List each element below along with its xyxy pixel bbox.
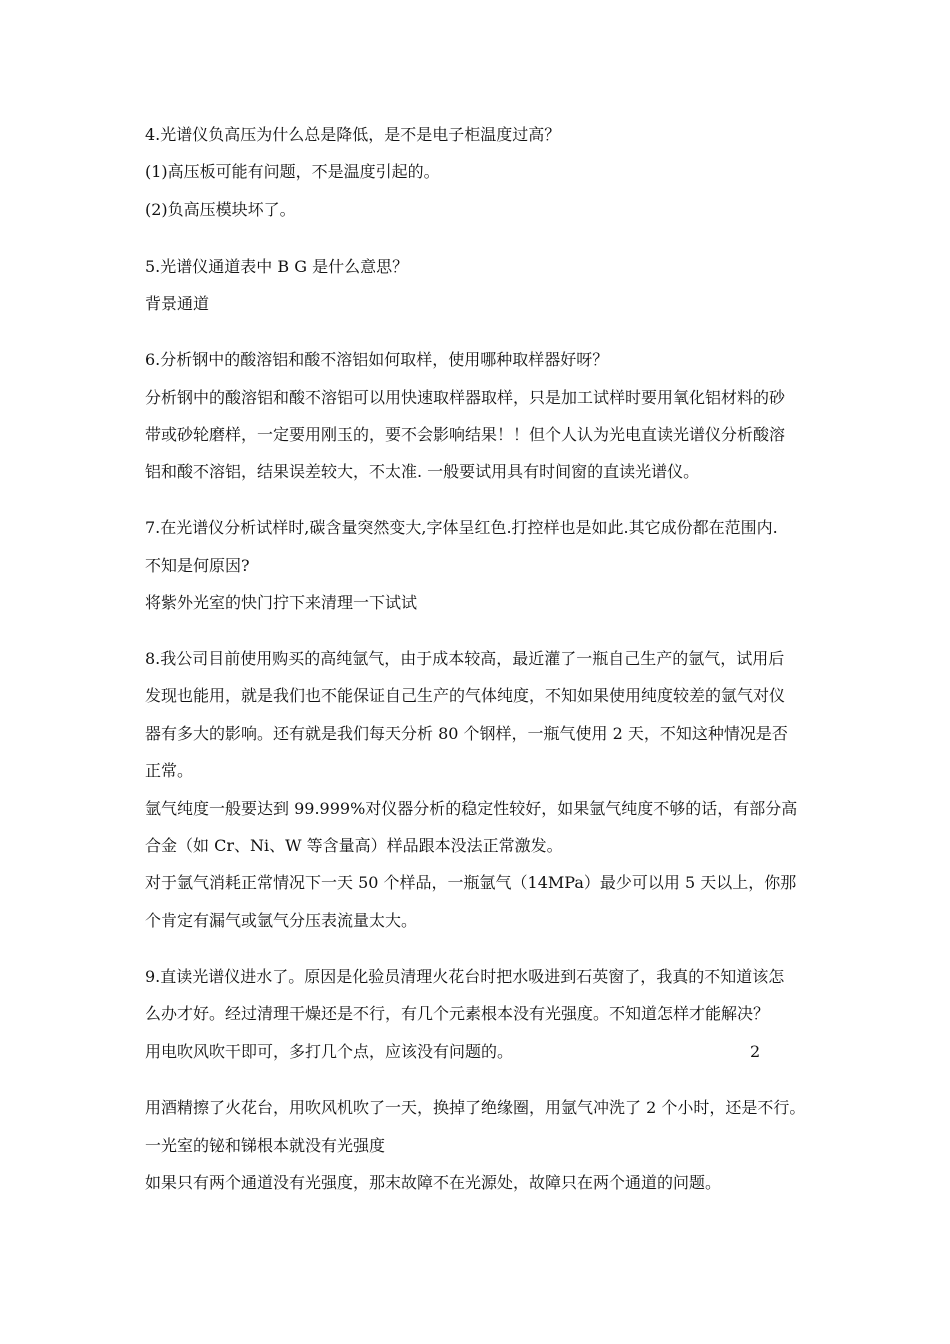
question-8-line-4: 正常。 xyxy=(145,761,194,780)
answer-9: 用电吹风吹干即可，多打几个点，应该没有问题的。 xyxy=(145,1042,514,1061)
answer-8-line-1: 氩气纯度一般要达到 99.999%对仪器分析的稳定性较好，如果氩气纯度不够的话，有部分高 xyxy=(145,799,798,818)
answer-8-line-3: 对于氩气消耗正常情况下一天 50 个样品，一瓶氩气（14MPa）最少可以用 5 天以上，你那 xyxy=(145,873,797,892)
question-9-line-2: 么办才好。经过清理干燥还是不行，有几个元素根本没有光强度。不知道怎样才能解决？ xyxy=(145,1004,770,1023)
question-7-line-2: 不知是何原因? xyxy=(145,556,250,575)
question-8-line-1: 8.我公司目前使用购买的高纯氩气，由于成本较高，最近灌了一瓶自己生产的氩气，试用后 xyxy=(145,649,785,668)
question-9-line-1: 9.直读光谱仪进水了。原因是化验员清理火花台时把水吸进到石英窗了，我真的不知道该怎 xyxy=(145,967,785,986)
answer-4-line-1: (1)高压板可能有问题，不是温度引起的。 xyxy=(145,162,440,181)
question-5: 5.光谱仪通道表中 B G 是什么意思？ xyxy=(145,257,409,276)
followup-9-answer: 如果只有两个通道没有光强度，那末故障不在光源处，故障只在两个通道的问题。 xyxy=(145,1173,722,1192)
page-number: 2 xyxy=(750,1042,761,1061)
answer-6-line-3: 铝和酸不溶铝，结果误差较大，不太准. 一般要试用具有时间窗的直读光谱仪。 xyxy=(145,462,700,481)
answer-7: 将紫外光室的快门拧下来清理一下试试 xyxy=(145,593,418,612)
question-8-line-3: 器有多大的影响。还有就是我们每天分析 80 个钢样，一瓶气使用 2 天，不知这种情况是否 xyxy=(145,724,788,743)
answer-5: 背景通道 xyxy=(145,294,210,313)
question-7-line-1: 7.在光谱仪分析试样时,碳含量突然变大,字体呈红色.打控样也是如此.其它成份都在范围内. xyxy=(145,518,778,537)
answer-8-line-4: 个肯定有漏气或氩气分压表流量太大。 xyxy=(145,911,418,930)
question-4: 4.光谱仪负高压为什么总是降低，是不是电子柜温度过高？ xyxy=(145,125,561,144)
answer-6-line-2: 带或砂轮磨样，一定要用刚玉的，要不会影响结果！！但个人认为光电直读光谱仪分析酸溶 xyxy=(145,425,786,444)
followup-9-line-1: 用酒精擦了火花台，用吹风机吹了一天，换掉了绝缘圈，用氩气冲洗了 2 个小时，还是不行。 xyxy=(145,1098,806,1117)
followup-9-line-2: 一光室的铋和锑根本就没有光强度 xyxy=(145,1136,386,1155)
answer-8-line-2: 合金（如 Cr、Ni、W 等含量高）样品跟本没法正常激发。 xyxy=(145,836,563,855)
answer-4-line-2: (2)负高压模块坏了。 xyxy=(145,200,296,219)
question-8-line-2: 发现也能用，就是我们也不能保证自己生产的气体纯度，不知如果使用纯度较差的氩气对仪 xyxy=(145,686,786,705)
answer-6-line-1: 分析钢中的酸溶铝和酸不溶铝可以用快速取样器取样，只是加工试样时要用氧化铝材料的砂 xyxy=(145,388,786,407)
question-6: 6.分析钢中的酸溶铝和酸不溶铝如何取样，使用哪种取样器好呀？ xyxy=(145,350,609,369)
